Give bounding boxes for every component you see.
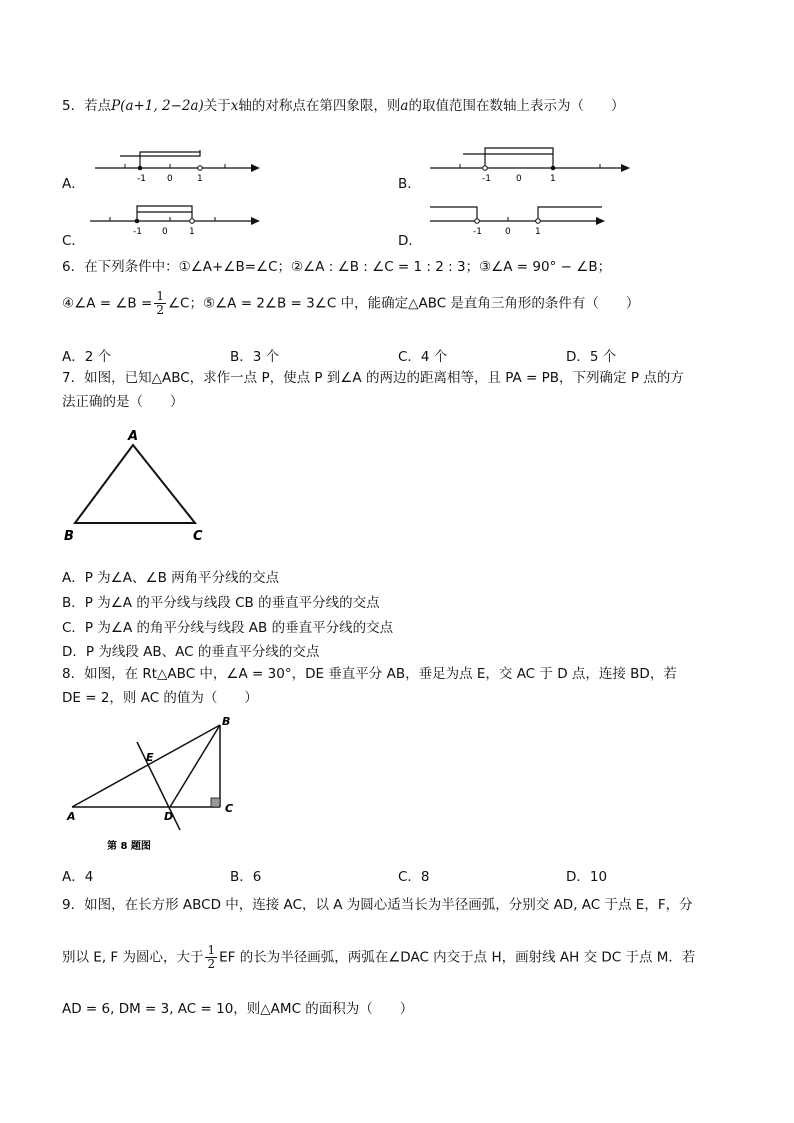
q6-option-b[interactable]: B．3 个 xyxy=(230,349,280,365)
q7-triangle-figure xyxy=(60,425,220,545)
q9-stem-line3: AD = 6, DM = 3, AC = 10，则△AMC 的面积为（ ） xyxy=(62,1001,414,1017)
q9-stem-line1: 9．如图，在长方形 ABCD 中，连接 AC，以 A 为圆心适当长为半径画弧，分别交 AD, AC 于点 E，F，分 xyxy=(62,897,693,913)
q5-option-c-number-line xyxy=(90,196,265,241)
q7-option-a[interactable]: A．P 为∠A、∠B 两角平分线的交点 xyxy=(62,570,280,586)
q8-stem-line1: 8．如图，在 Rt△ABC 中，∠A = 30°，DE 垂直平分 AB，垂足为点 E，交 AC 于 D 点，连接 BD，若 xyxy=(62,666,677,682)
q5-option-d-label[interactable]: D． xyxy=(398,233,422,249)
q8-figure-caption: 第 8 题图 xyxy=(107,841,151,852)
q5-option-a-label[interactable]: A． xyxy=(62,176,85,192)
q6-option-d[interactable]: D．5 个 xyxy=(566,349,617,365)
q8-option-a[interactable]: A．4 xyxy=(62,869,94,885)
q5-option-b-number-line xyxy=(430,140,635,185)
q5-c-tick-0: 0 xyxy=(162,227,168,237)
q8-triangle-figure xyxy=(62,712,247,857)
q5-option-c-label[interactable]: C． xyxy=(62,233,85,249)
q7-option-d[interactable]: D．P 为线段 AB、AC 的垂直平分线的交点 xyxy=(62,644,320,660)
q7-option-b[interactable]: B．P 为∠A 的平分线与线段 CB 的垂直平分线的交点 xyxy=(62,595,380,611)
q8-option-b[interactable]: B．6 xyxy=(230,869,262,885)
q8-label-b: B xyxy=(222,715,231,728)
q5-a-tick-1: 1 xyxy=(197,174,203,184)
q7-label-c: C xyxy=(193,529,203,544)
q5-stem: 5．若点P(a+1, 2−2a)关于x轴的对称点在第四象限，则a的取值范围在数轴上表示为（ ） xyxy=(62,98,625,114)
q8-label-d: D xyxy=(164,810,174,823)
q5-b-tick-1: 1 xyxy=(550,174,556,184)
q9-fraction: $\frac{1}{2}$ xyxy=(207,943,216,972)
q7-stem-line2: 法正确的是（ ） xyxy=(62,394,184,410)
q9-stem-line2: 别以 E, F 为圆心，大于 $\frac{1}{2}$ EF 的长为半径画弧，两弧在∠DAC 内交于点 H，画射线 AH 交 DC 于点 M．若 xyxy=(62,943,696,972)
q5-option-b-label[interactable]: B． xyxy=(398,176,421,192)
q6-option-a[interactable]: A．2 个 xyxy=(62,349,112,365)
q5-d-tick-1: 1 xyxy=(535,227,541,237)
q5-c-tick-neg1: -1 xyxy=(133,227,142,237)
q6-stem-line2: ④∠A = ∠B = $\frac{1}{2}$ ∠C；⑤∠A = 2∠B = 3∠C 中，能确定△ABC 是直角三角形的条件有（ ） xyxy=(62,289,640,318)
q5-a-tick-0: 0 xyxy=(167,174,173,184)
q5-c-tick-1: 1 xyxy=(189,227,195,237)
q8-stem-line2: DE = 2，则 AC 的值为（ ） xyxy=(62,690,258,706)
q7-stem-line1: 7．如图，已知△ABC，求作一点 P，使点 P 到∠A 的两边的距离相等，且 PA = PB，下列确定 P 点的方 xyxy=(62,370,684,386)
q8-option-d[interactable]: D．10 xyxy=(566,869,608,885)
q5-option-a-number-line xyxy=(95,140,265,185)
q5-b-tick-neg1: -1 xyxy=(482,174,491,184)
q5-option-d-number-line xyxy=(430,196,610,241)
q8-option-c[interactable]: C．8 xyxy=(398,869,430,885)
q6-option-c[interactable]: C．4 个 xyxy=(398,349,448,365)
q6-fraction: $\frac{1}{2}$ xyxy=(156,289,164,318)
q5-d-tick-0: 0 xyxy=(505,227,511,237)
q6-stem-line1: 6．在下列条件中：①∠A+∠B=∠C；②∠A : ∠B : ∠C = 1 : 2 : 3；③∠A = 90° − ∠B； xyxy=(62,259,612,275)
q8-label-c: C xyxy=(225,802,234,815)
q8-label-e: E xyxy=(146,751,154,764)
q5-d-tick-neg1: -1 xyxy=(473,227,482,237)
q5-a-tick-neg1: -1 xyxy=(137,174,146,184)
q7-label-b: B xyxy=(64,529,74,544)
q5-b-tick-0: 0 xyxy=(516,174,522,184)
q7-label-a: A xyxy=(128,429,139,444)
q8-label-a: A xyxy=(67,810,76,823)
q7-option-c[interactable]: C．P 为∠A 的角平分线与线段 AB 的垂直平分线的交点 xyxy=(62,620,394,636)
